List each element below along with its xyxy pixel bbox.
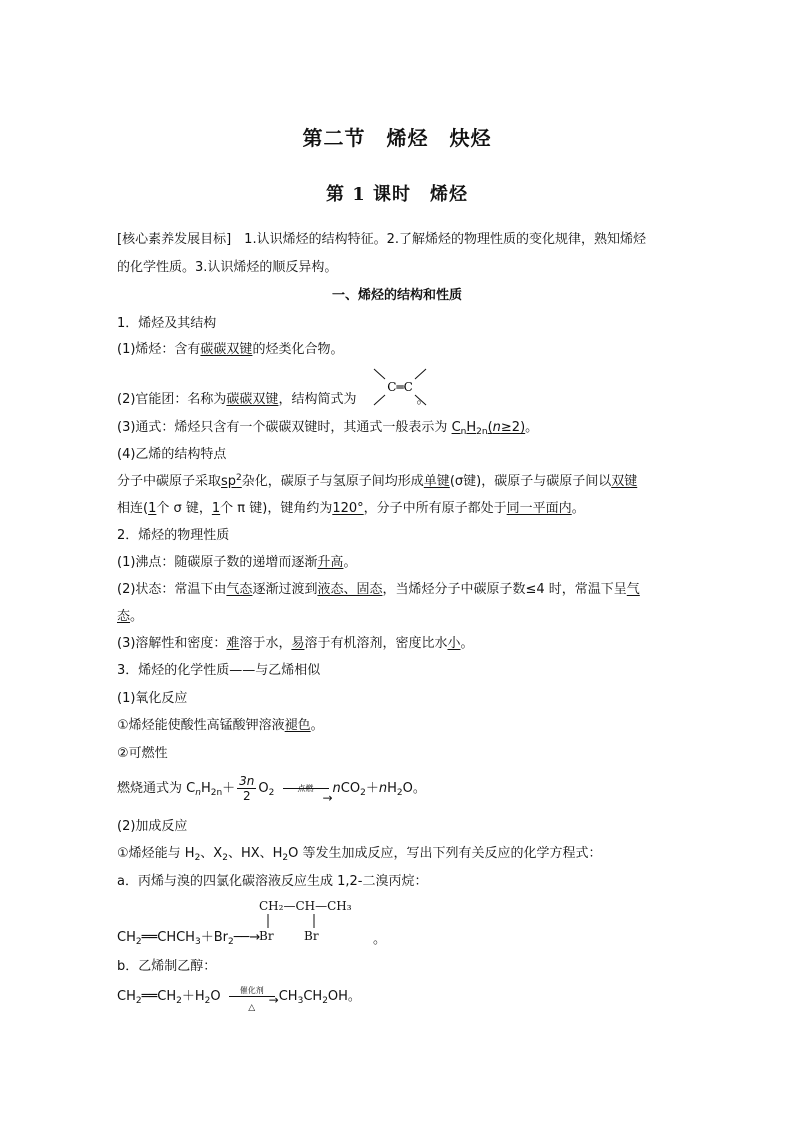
paragraph: 态。 (117, 609, 144, 624)
paragraph: (1)氧化反应 (117, 691, 188, 706)
addition-equation-a: $CH_2══CHCH_3+Br_2──\to$ (117, 930, 261, 947)
paragraph: (2)官能团：名称为碳碳双键，结构简式为 。 (117, 392, 430, 407)
reaction-arrow: 催化剂 → △ (225, 988, 279, 1006)
addition-equation-b: $CH_2══CH_2+H_2O$ 催化剂 → △ $CH_3CH_2OH$。 (117, 985, 361, 1013)
paragraph: (1)沸点：随碳原子数的递增而逐渐升高。 (117, 555, 357, 570)
heading-2: 2．烯烃的物理性质 (117, 528, 230, 543)
paragraph: ②可燃性 (117, 746, 168, 761)
period: 。 (373, 932, 387, 947)
product-bonds (262, 912, 322, 930)
paragraph: ①烯烃能使酸性高锰酸钾溶液褪色。 (117, 718, 324, 733)
paragraph: (4)乙烯的结构特点 (117, 447, 227, 462)
paragraph: (3)通式：烯烃只含有一个碳碳双键时，其通式一般表示为 $C_nH_{2n}(n\ge 2)$。 (117, 420, 539, 437)
heading-1: 1．烯烃及其结构 (117, 316, 217, 331)
paragraph: (2)状态：常温下由气态逐渐过渡到液态、固态，当烯烃分子中碳原子数≤4 时，常温下呈气 (117, 582, 640, 597)
paragraph: (1)烯烃：含有碳碳双键的烃类化合物。 (117, 342, 344, 357)
paragraph: b．乙烯制乙醇： (117, 959, 217, 974)
fraction: $\frac{3n}{2}$ (239, 774, 255, 803)
goals-tag: [核心素养发展目标] (117, 232, 232, 247)
goals-line-1: [核心素养发展目标] 1.认识烯烃的结构特征。2.了解烯烃的物理性质的变化规律，熟知烯烃 (117, 232, 646, 247)
product-br-2: Br (304, 929, 319, 943)
paragraph: a．丙烯与溴的四氯化碳溶液反应生成 1,2-二溴丙烷： (117, 874, 428, 889)
paragraph: (3)溶解性和密度：难溶于水，易溶于有机溶剂，密度比水小。 (117, 636, 474, 651)
lesson-subtitle: 第 1 课时 烯烃 (325, 184, 469, 205)
goals-line-2: 的化学性质。3.认识烯烃的顺反异构。 (117, 260, 338, 275)
paragraph: (2)加成反应 (117, 819, 188, 834)
product-structure-top: CH₂—CH—CH₃ (259, 899, 352, 913)
paragraph: ①烯烃能与 $H_2$、$X_2$、HX、$H_2O$ 等发生加成反应，写出下列有关反应的化学方程式： (117, 846, 602, 863)
section-heading: 一、烯烃的结构和性质 (331, 288, 462, 303)
page-title: 第二节 烯烃 炔烃 (302, 126, 492, 150)
reaction-arrow: 点燃 → (279, 780, 333, 798)
product-br-1: Br (259, 929, 274, 943)
heading-3: 3．烯烃的化学性质——与乙烯相似 (117, 663, 321, 678)
paragraph: 相连(1个 σ 键，1个 π 键)，键角约为120°，分子中所有原子都处于同一平面内。 (117, 501, 585, 516)
paragraph: 分子中碳原子采取$sp^2$杂化，碳原子与氢原子间均形成单键(σ键)，碳原子与碳原子间以双键 (117, 473, 638, 489)
combustion-equation: 燃烧通式为 $C_nH_{2n}+$ $\frac{3n}{2}$ $O_2$ 点燃 → $nCO_2+nH_2O$。 (117, 774, 426, 805)
structure-text: C═C (387, 380, 413, 394)
